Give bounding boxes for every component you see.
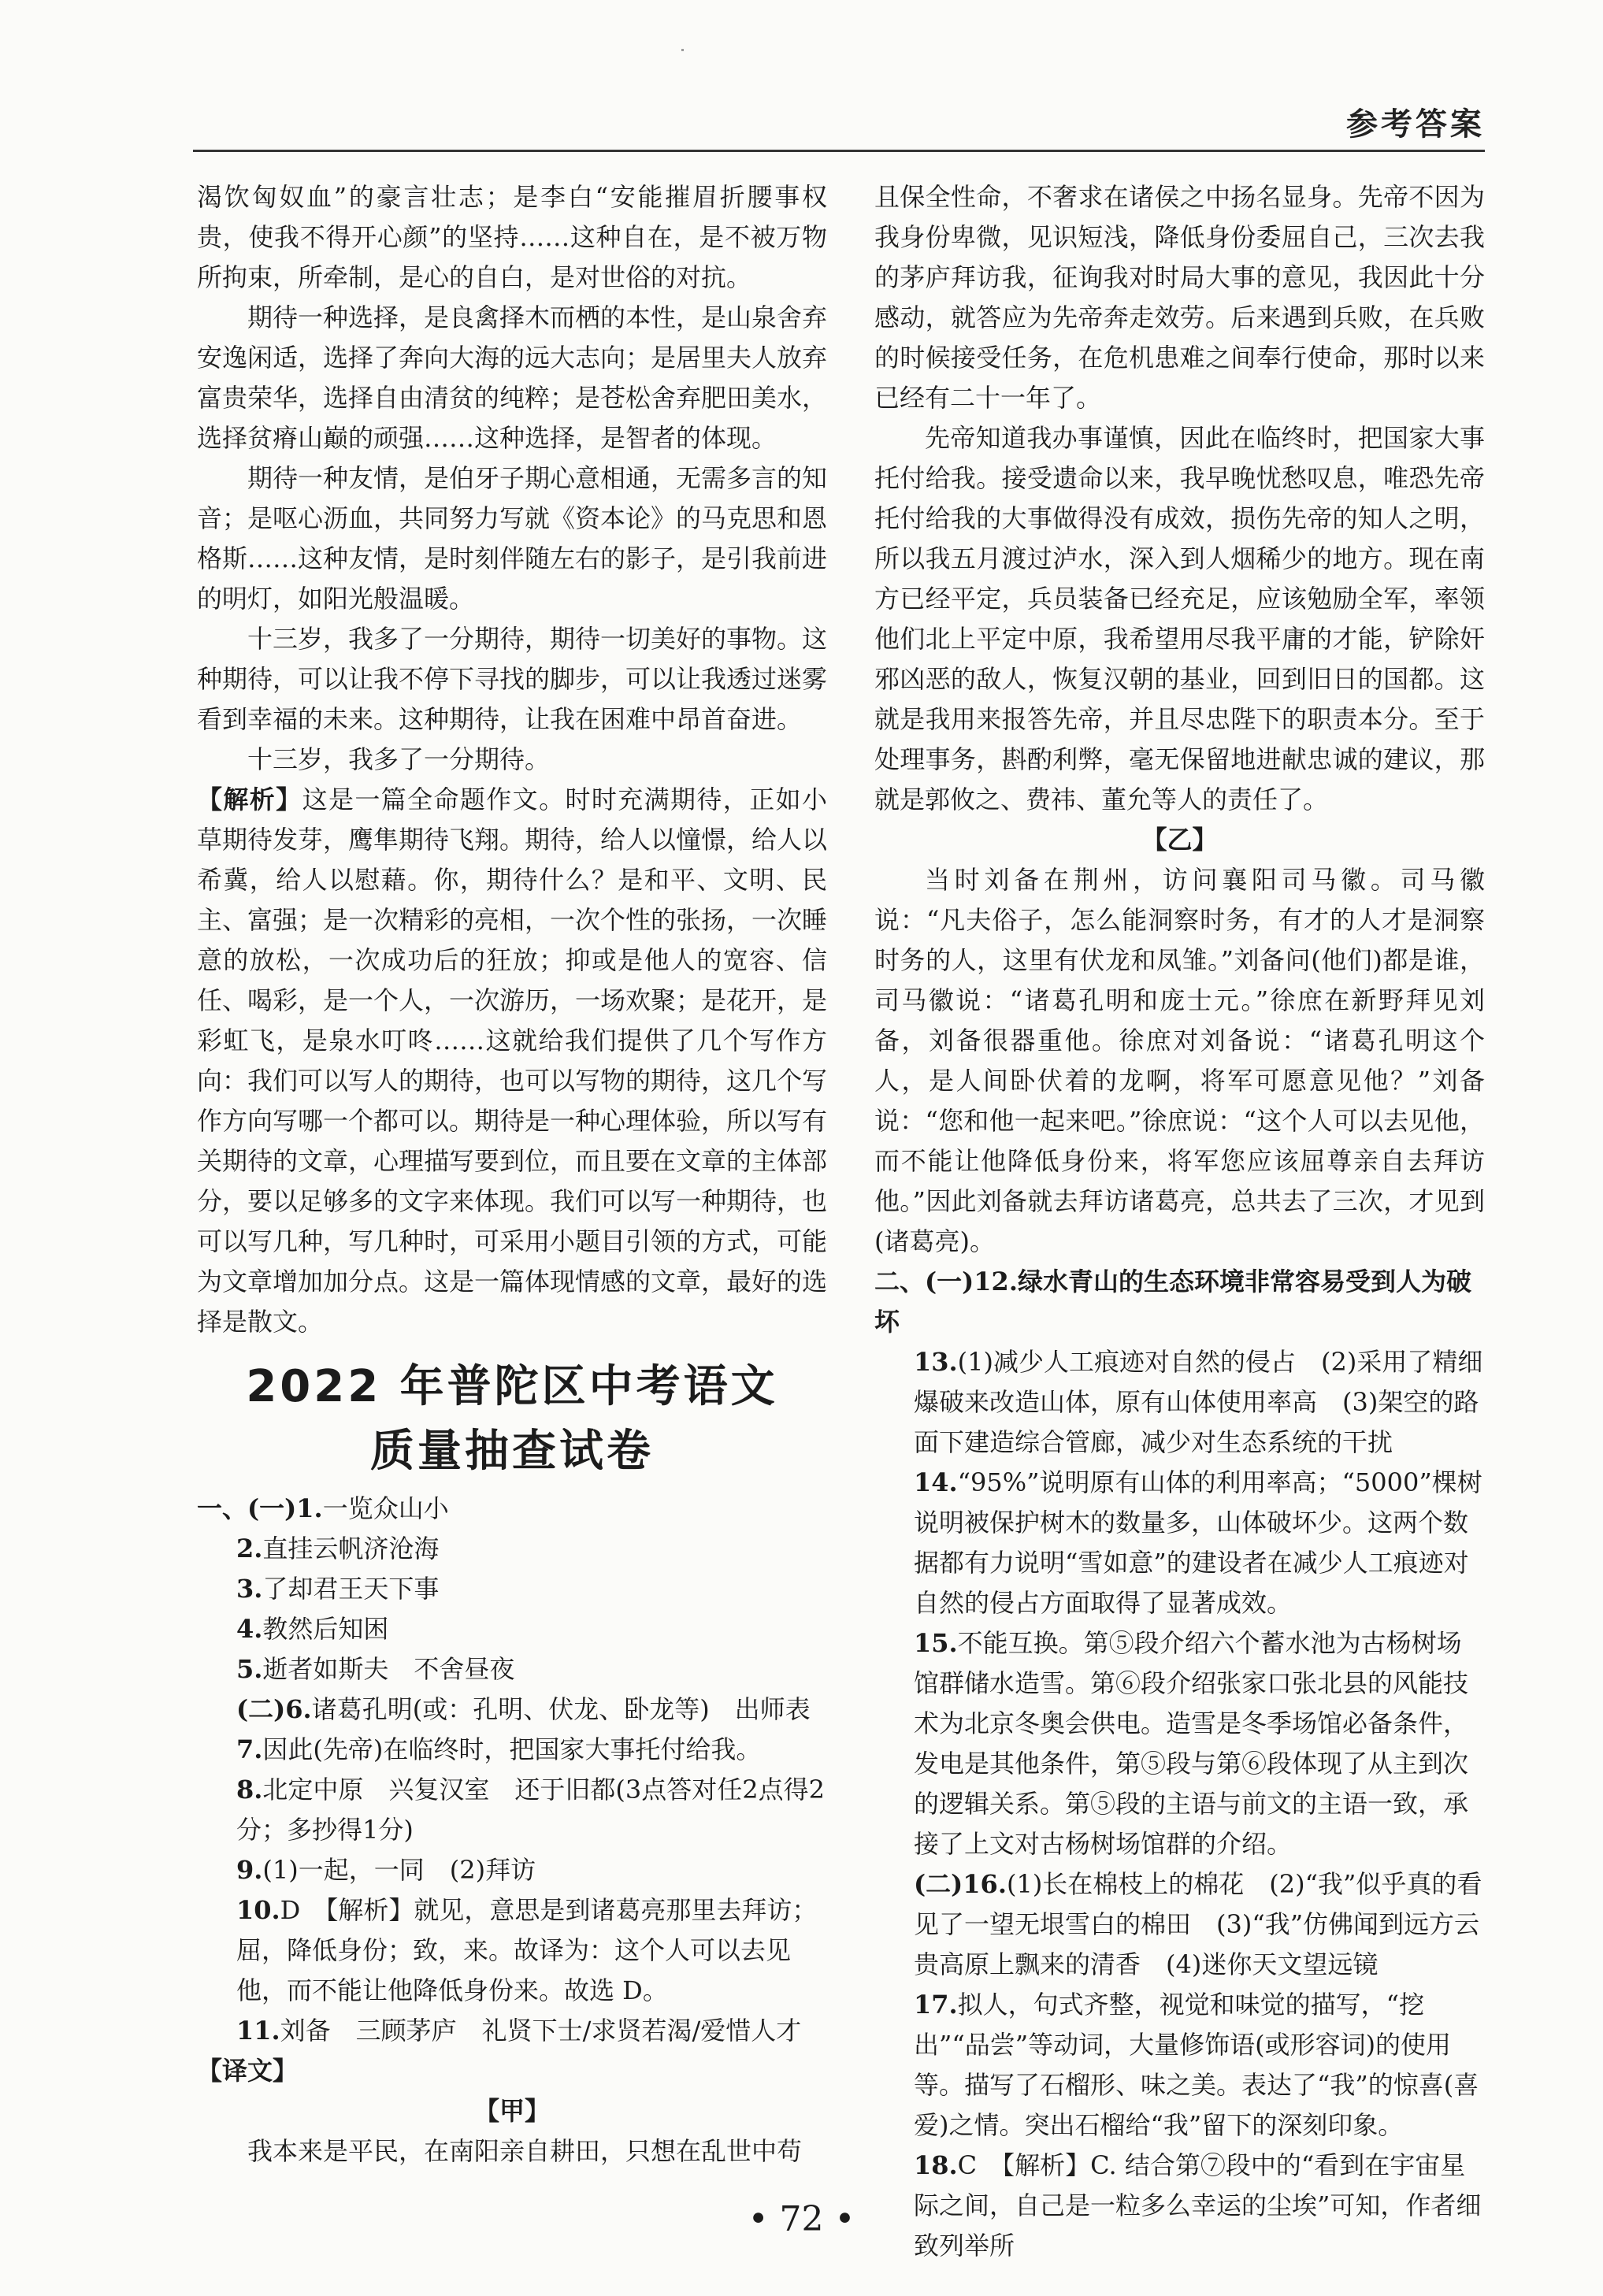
jia-label: 【甲】 [473,2096,550,2126]
answer-item [197,1529,827,1569]
jia-start: 我本来是平民，在南阳亲自耕田，只想在乱世中苟 [247,2136,803,2166]
page-header [193,87,1485,152]
answer-item [874,1623,1485,1864]
essay-paragraph: 十三岁，我多了一分期待，期待一切美好的事物。这种期待，可以让我不停下寻找的脚步，可以让我透过迷雾看到幸福的未来。这种期待，让我在困难中昂首奋进。 [197,624,828,734]
essay-paragraph: 渴饮匈奴血”的豪言壮志；是李白“安能摧眉折腰事权贵，使我不得开心颜”的坚持……这种自在，是不被万物所拘束，所牵制，是心的自白，是对世俗的对抗。 [197,182,827,292]
answer-item [197,1569,827,1609]
answer-number: 2. [236,1534,263,1563]
left-column [197,177,827,2172]
answer-number: 7. [236,1734,263,1764]
answer-item [874,1262,1485,1342]
answer-item [874,1985,1485,2146]
answer-item [874,1463,1485,1623]
answer-number: (二)6. [236,1694,312,1724]
answer-text: 诸葛孔明(或：孔明、伏龙、卧龙等) 出师表 [311,1694,811,1724]
answer-item [874,1342,1485,1463]
page-number: • 72 • [748,2199,855,2239]
answer-text: “95%”说明原有山体的利用率高；“5000”棵树说明被保护树木的数量多，山体破坏少。这两个数据都有力说明“雪如意”的建设者在减少人工痕迹对自然的侵占方面取得了显著成效。 [914,1467,1482,1618]
translation-paragraph: 先帝知道我办事谨慎，因此在临终时，把国家大事托付给我。接受遗命以来，我早晚忧愁叹息，唯恐先帝托付给我的大事做得没有成效，损伤先帝的知人之明，所以我五月渡过泸水，深入到人烟稀少的地方。现在南方已经平定，兵员装备已经充足，应该勉励全军，率领他们北上平定中原，我希望用尽我平庸的才能，铲除奸邪凶恶的敌人，恢复汉朝的基业，回到旧日的国都。这就是我用来报答先帝，并且尽忠陛下的职责本分。至于处理事务，斟酌利弊，毫无保留地进献忠诚的建议，那就是郭攸之、费祎、董允等人的责任了。 [874,423,1485,814]
answer-number: 二、(一)12. [874,1267,1018,1296]
right-column [874,177,1485,2266]
translation-label: 【译文】 [197,2056,299,2086]
answer-list [874,1262,1485,2266]
answer-number: 4. [236,1614,263,1644]
essay-paragraph: 十三岁，我多了一分期待。 [247,744,551,774]
answer-text: 逝者如斯夫 不舍昼夜 [262,1654,515,1684]
answer-number: 13. [914,1347,958,1377]
answer-number: 17. [914,1990,958,2020]
scan-dot [681,49,684,51]
exam-title-line2: 质量抽查试卷 [370,1426,654,1477]
answer-number: 9. [236,1855,263,1885]
answer-number: 一、(一)1. [197,1493,323,1523]
answer-text: 不能互换。第⑤段介绍六个蓄水池为古杨树场馆群储水造雪。第⑥段介绍张家口张北县的风能技术为北京冬奥会供电。造雪是冬季场馆必备条件，发电是其他条件，第⑤段与第⑥段体现了从主到次的逻辑关系。第⑤段的主语与前文的主语一致，承接了上文对古杨树场馆群的介绍。 [914,1628,1469,1859]
answer-text: 刘备 三顾茅庐 礼贤下士/求贤若渴/爱惜人才 [280,2016,802,2046]
answer-number: 11. [236,2016,280,2046]
answer-number: 8. [236,1775,263,1805]
answer-number: 15. [914,1628,958,1658]
answer-number: 5. [236,1654,263,1684]
exam-title [197,1355,827,1484]
answer-text: 直挂云帆济沧海 [262,1534,440,1563]
answer-text: (1)减少人工痕迹对自然的侵占 (2)采用了精细爆破来改造山体，原有山体使用率高 (3)架空的路面下建造综合管廊，减少对生态系统的干扰 [914,1347,1483,1457]
answer-number: 10. [236,1895,280,1925]
answer-number: (二)16. [914,1869,1007,1899]
answer-text: D 【解析】就见，意思是到诸葛亮那里去拜访；屈，降低身份；致，来。故译为：这个人可以去见他，而不能让他降低身份来。故选 D。 [236,1895,818,2005]
answer-text: 了却君王天下事 [262,1574,440,1604]
answer-item [197,1690,827,1730]
answer-item [197,1890,827,2011]
answer-text: (1)一起，一同 (2)拜访 [262,1855,536,1885]
analysis-label: 【解析】 [197,784,302,814]
translation-paragraph: 当时刘备在荆州，访问襄阳司马徽。司马徽说：“凡夫俗子，怎么能洞察时务，有才的人才是洞察时务的人，这里有伏龙和凤雏。”刘备问(他们)都是谁，司马徽说：“诸葛孔明和庞士元。”徐庶在新野拜见刘备，刘备很器重他。徐庶对刘备说：“诸葛孔明这个人，是人间卧伏着的龙啊，将军可愿意见他？”刘备说：“您和他一起来吧。”徐庶说：“这个人可以去见他，而不能让他降低身份来，将军您应该屈尊亲自去拜访他。”因此刘备就去拜访诸葛亮，总共去了三次，才见到(诸葛亮)。 [874,865,1485,1256]
essay-paragraph: 期待一种友情，是伯牙子期心意相通，无需多言的知音；是呕心沥血，共同努力写就《资本论》的马克思和恩格斯……这种友情，是时刻伴随左右的影子，是引我前进的明灯，如阳光般温暖。 [197,463,828,614]
analysis-text: 这是一篇全命题作文。时时充满期待，正如小草期待发芽，鹰隼期待飞翔。期待，给人以憧憬，给人以希冀，给人以慰藉。你，期待什么？是和平、文明、民主、富强；是一次精彩的亮相，一次个性的张扬，一次睡意的放松，一次成功后的狂放；抑或是他人的宽容、信任、喝彩，是一个人，一次游历，一场欢聚；是花开，是彩虹飞，是泉水叮咚……这就给我们提供了几个写作方向：我们可以写人的期待，也可以写物的期待，这几个写作方向写哪一个都可以。期待是一种心理体验，所以写有关期待的文章，心理描写要到位，而且要在文章的主体部分，要以足够多的文字来体现。我们可以写一种期待，也可以写几种，写几种时，可采用小题目引领的方式，可能为文章增加加分点。这是一篇体现情感的文章，最好的选择是散文。 [197,784,828,1337]
answer-item [197,1609,827,1649]
answer-item [197,1770,827,1850]
answer-text: 北定中原 兴复汉室 还于旧都(3点答对任2点得2分；多抄得1分) [236,1775,825,1845]
answer-item [197,2011,827,2051]
answer-item [197,1850,827,1890]
yi-label: 【乙】 [1141,825,1218,855]
answer-item [197,1489,827,1529]
answer-text: 因此(先帝)在临终时，把国家大事托付给我。 [262,1734,762,1764]
analysis-paragraph [197,780,827,1342]
answer-text: C 【解析】C. 结合第⑦段中的“看到在宇宙星际之间，自己是一粒多么幸运的尘埃”可知，作者细致列举所 [914,2150,1482,2261]
answer-list [197,1489,827,2051]
exam-title-line1: 2022 年普陀区中考语文 [246,1361,778,1412]
answer-number: 18. [914,2150,958,2180]
answer-text: 一览众山小 [322,1493,449,1523]
essay-paragraph: 期待一种选择，是良禽择木而栖的本性，是山泉舍弃安逸闲适，选择了奔向大海的远大志向；是居里夫人放弃富贵荣华，选择自由清贫的纯粹；是苍松舍弃肥田美水，选择贫瘠山巅的顽强……这种选择，是智者的体现。 [197,302,828,453]
translation-paragraph: 且保全性命，不奢求在诸侯之中扬名显身。先帝不因为我身份卑微，见识短浅，降低身份委屈自己，三次去我的茅庐拜访我，征询我对时局大事的意见，我因此十分感动，就答应为先帝奔走效劳。后来遇到兵败，在兵败的时候接受任务，在危机患难之间奉行使命，那时以来已经有二十一年了。 [874,182,1485,413]
answer-item [197,1649,827,1690]
answer-number: 14. [914,1467,958,1497]
answer-text: (1)长在棉枝上的棉花 (2)“我”似乎真的看见了一望无垠雪白的棉田 (3)“我”仿佛闻到远方云贵高原上飘来的清香 (4)迷你天文望远镜 [914,1869,1482,1979]
header-title: 参考答案 [1346,106,1485,143]
answer-text: 教然后知困 [262,1614,389,1644]
answer-text: 绿水青山的生态环境非常容易受到人为破坏 [874,1267,1471,1337]
answer-text: 拟人，句式齐整，视觉和味觉的描写，“挖出”“品尝”等动词，大量修饰语(或形容词)的使用等。描写了石榴形、味之美。表达了“我”的惊喜(喜爱)之情。突出石榴给“我”留下的深刻印象。 [914,1990,1479,2140]
answer-item [197,1730,827,1770]
answer-number: 3. [236,1574,263,1604]
answer-item [874,1864,1485,1985]
